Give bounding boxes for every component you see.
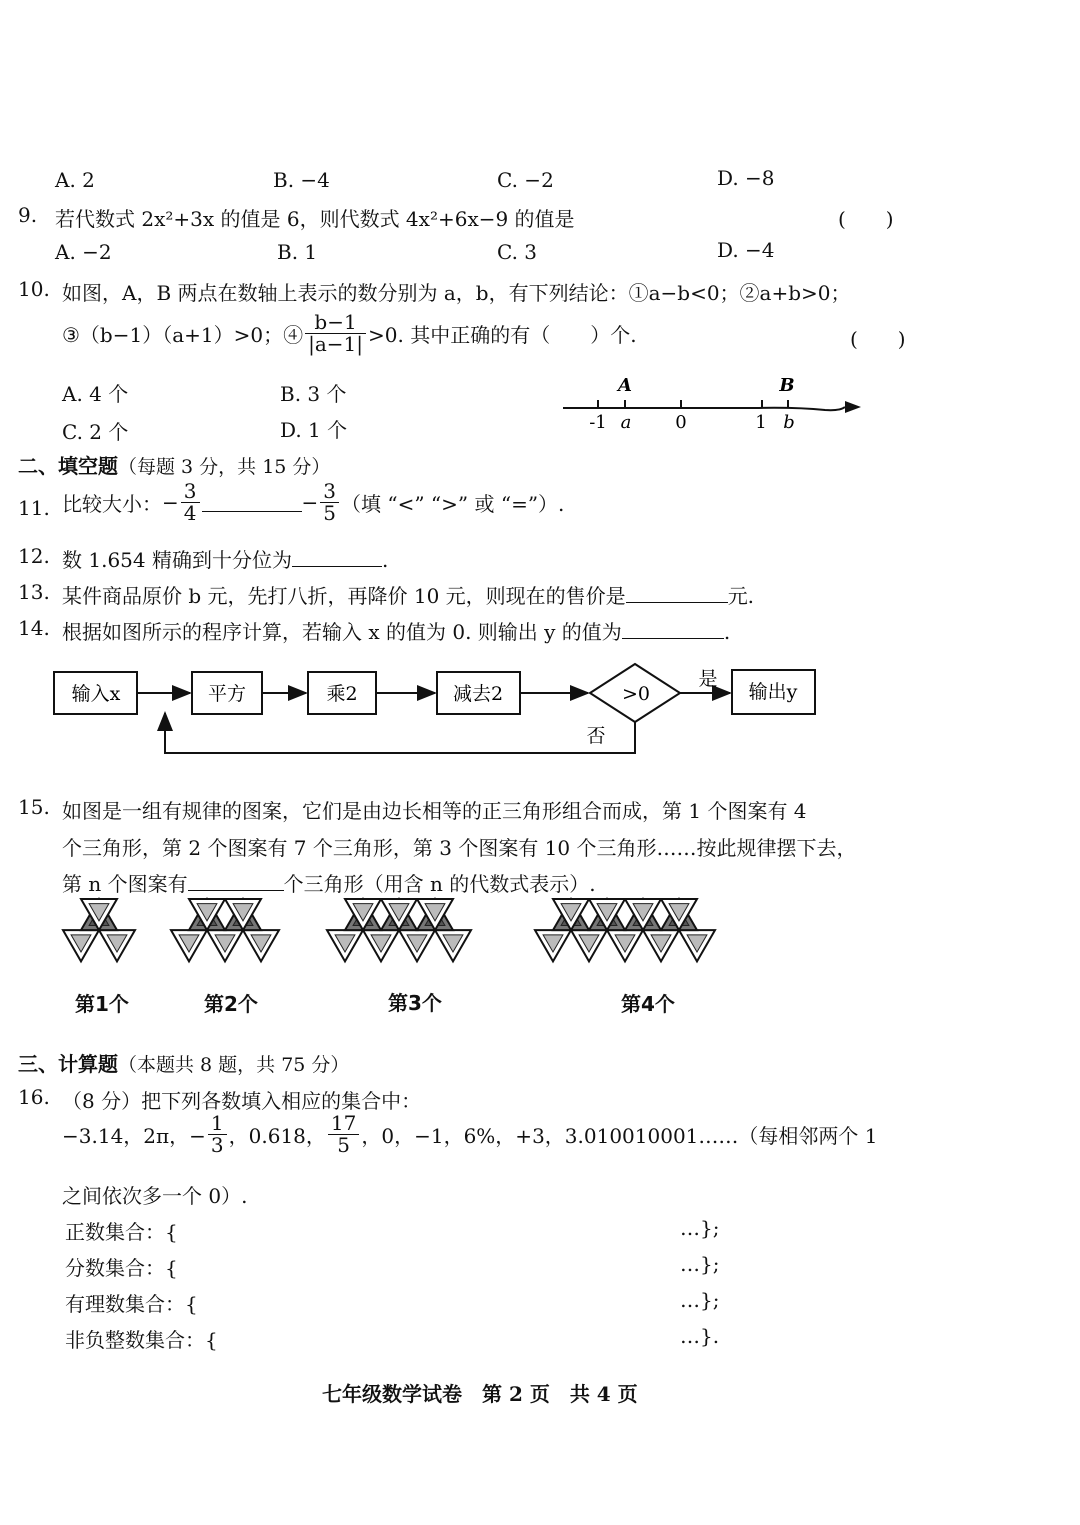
flow-mult-text: 乘2 <box>326 683 358 705</box>
q13-answer-blank[interactable] <box>626 584 728 603</box>
q14-tail: . <box>723 620 731 644</box>
q9-text: 若代数式 2x²+3x 的值是 6，则代数式 4x²+6x−9 的值是 <box>55 207 575 231</box>
q16-fraction-1 <box>208 1113 227 1156</box>
tick-label-0: 0 <box>675 412 687 433</box>
q15-line3 <box>62 868 596 897</box>
section3-note: （本题共 8 题，共 75 分） <box>118 1054 350 1076</box>
tick-label-a: a <box>620 412 632 433</box>
q12-number: 12. <box>18 544 50 568</box>
q16-head: （8 分）把下列各数填入相应的集合中： <box>62 1089 422 1113</box>
flow-condition-text: >0 <box>621 683 651 705</box>
q16-nums-a: −3.14，2π，− <box>62 1124 206 1148</box>
pattern-caption-4: 第4个 <box>621 992 675 1016</box>
q10-line2-b: >0. 其中正确的有（ ）个. <box>368 323 637 347</box>
q11-f2-den: 5 <box>323 501 336 525</box>
flow-input-text: 输入x <box>71 683 121 705</box>
set-nonneg-int-end: …}. <box>680 1324 720 1348</box>
q15-line2: 个三角形，第 2 个图案有 7 个三角形，第 3 个图案有 10 个三角形……按此规律摆下去， <box>62 836 857 860</box>
q15-number: 15. <box>18 795 50 819</box>
q13-line <box>62 580 754 609</box>
q10-fraction-den: |a−1| <box>308 332 363 356</box>
q8-option-d: D. −8 <box>717 166 775 190</box>
q13-tail: 元. <box>727 584 755 608</box>
q16-line2: 之间依次多一个 0）. <box>62 1184 248 1208</box>
q11-f1-den: 4 <box>183 501 197 525</box>
q13-number: 13. <box>18 580 50 604</box>
q16-fraction-2 <box>328 1113 359 1156</box>
section3-title: 三、计算题 <box>18 1052 118 1076</box>
q16-nums-b: ，0.618， <box>228 1124 326 1148</box>
q15-line3a: 第 n 个图案有 <box>62 872 188 896</box>
program-flowchart <box>40 655 840 765</box>
triangle-patterns <box>55 895 785 975</box>
pattern-caption-1: 第1个 <box>75 992 129 1016</box>
tick-label-1: 1 <box>755 412 767 433</box>
q11-answer-blank[interactable] <box>202 493 302 512</box>
q14-line <box>62 616 730 645</box>
flow-sub-text: 减去2 <box>452 683 504 705</box>
tick-label-b: b <box>783 412 795 433</box>
q11-line <box>62 481 564 524</box>
q16-nums-c: ，0，−1，6%，+3，3.010010001……（每相邻两个 1 <box>361 1124 878 1148</box>
q13-text: 某件商品原价 b 元，先打八折，再降价 10 元，则现在的售价是 <box>62 584 626 608</box>
page-footer: 七年级数学试卷 第 2 页 共 4 页 <box>322 1382 638 1406</box>
set-rational-label: 有理数集合：{ <box>65 1292 198 1316</box>
q11-fraction-2 <box>320 481 339 524</box>
q10-line2-a: ③（b−1）（a+1）>0；④ <box>62 323 304 347</box>
set-fraction-label: 分数集合：{ <box>65 1256 178 1280</box>
q9-option-d: D. −4 <box>717 238 775 262</box>
q16-numbers-line <box>62 1113 877 1156</box>
q14-text: 根据如图所示的程序计算，若输入 x 的值为 0. 则输出 y 的值为 <box>62 620 622 644</box>
q12-text: 数 1.654 精确到十分位为 <box>62 548 292 572</box>
set-nonneg-int-label: 非负整数集合：{ <box>65 1328 218 1352</box>
q15-answer-blank[interactable] <box>188 872 284 891</box>
q16-f2-num: 17 <box>328 1113 359 1135</box>
flow-square-text: 平方 <box>207 683 247 705</box>
section2-note: （每题 3 分，共 15 分） <box>118 456 331 478</box>
q10-answer-paren: ( ) <box>850 327 906 351</box>
pattern-caption-3: 第3个 <box>388 991 442 1015</box>
q11-f2-num: 3 <box>320 481 339 503</box>
set-positive-label: 正数集合：{ <box>65 1220 178 1244</box>
set-positive-end: …}; <box>680 1216 720 1240</box>
q10-line2 <box>62 312 637 355</box>
q9-option-b: B. 1 <box>277 240 318 264</box>
q16-number: 16. <box>18 1085 50 1109</box>
q11-tail: （填 “<” “>” 或 “=”）. <box>341 492 565 516</box>
point-a-label: A <box>618 375 632 396</box>
tick-label-neg1: -1 <box>589 412 607 433</box>
q11-f1-num: 3 <box>181 481 200 503</box>
q9-option-a: A. −2 <box>55 240 112 264</box>
number-line <box>555 370 875 438</box>
q11-fraction-1 <box>181 481 200 524</box>
q16-f2-den: 5 <box>337 1133 351 1157</box>
section2-heading <box>18 450 330 479</box>
q9-number: 9. <box>18 203 38 227</box>
q10-line1: 如图，A，B 两点在数轴上表示的数分别为 a，b，有下列结论：①a−b<0；②a+b>0； <box>62 281 851 305</box>
q12-line <box>62 544 388 573</box>
q10-fraction-num: b−1 <box>305 312 366 334</box>
q14-answer-blank[interactable] <box>622 620 724 639</box>
q8-option-b: B. −4 <box>273 168 330 192</box>
q11-number: 11. <box>18 496 50 520</box>
q12-answer-blank[interactable] <box>292 548 382 567</box>
pattern-caption-2: 第2个 <box>204 992 258 1016</box>
q15-line3b: 个三角形（用含 n 的代数式表示）. <box>283 872 596 896</box>
point-b-label: B <box>779 375 795 396</box>
q10-number: 10. <box>18 277 50 301</box>
q10-option-b: B. 3 个 <box>280 382 347 406</box>
q8-option-c: C. −2 <box>497 168 554 192</box>
q8-option-a: A. 2 <box>55 168 95 192</box>
q12-tail: . <box>381 548 389 572</box>
set-rational-end: …}; <box>680 1288 720 1312</box>
section3-heading <box>18 1048 349 1077</box>
pattern-group <box>63 899 715 961</box>
flow-output-text: 输出y <box>748 681 798 703</box>
q15-line1: 如图是一组有规律的图案，它们是由边长相等的正三角形组合而成，第 1 个图案有 4 <box>62 799 807 823</box>
q10-option-d: D. 1 个 <box>280 418 348 442</box>
q10-option-c: C. 2 个 <box>62 420 129 444</box>
q10-option-a: A. 4 个 <box>62 382 129 406</box>
q11-minus-2: − <box>301 490 319 515</box>
q11-label: 比较大小： <box>62 492 162 516</box>
q10-fraction <box>305 312 366 355</box>
section2-title: 二、填空题 <box>18 454 118 478</box>
q16-f1-num: 1 <box>208 1113 227 1135</box>
q11-minus-1: − <box>162 490 179 515</box>
q9-option-c: C. 3 <box>497 240 538 264</box>
q14-number: 14. <box>18 616 50 640</box>
flow-yes-label: 是 <box>698 668 718 690</box>
flow-no-label: 否 <box>586 725 606 747</box>
q9-answer-paren: ( ) <box>838 207 894 231</box>
q16-f1-den: 3 <box>210 1133 224 1157</box>
set-fraction-end: …}; <box>680 1252 720 1276</box>
